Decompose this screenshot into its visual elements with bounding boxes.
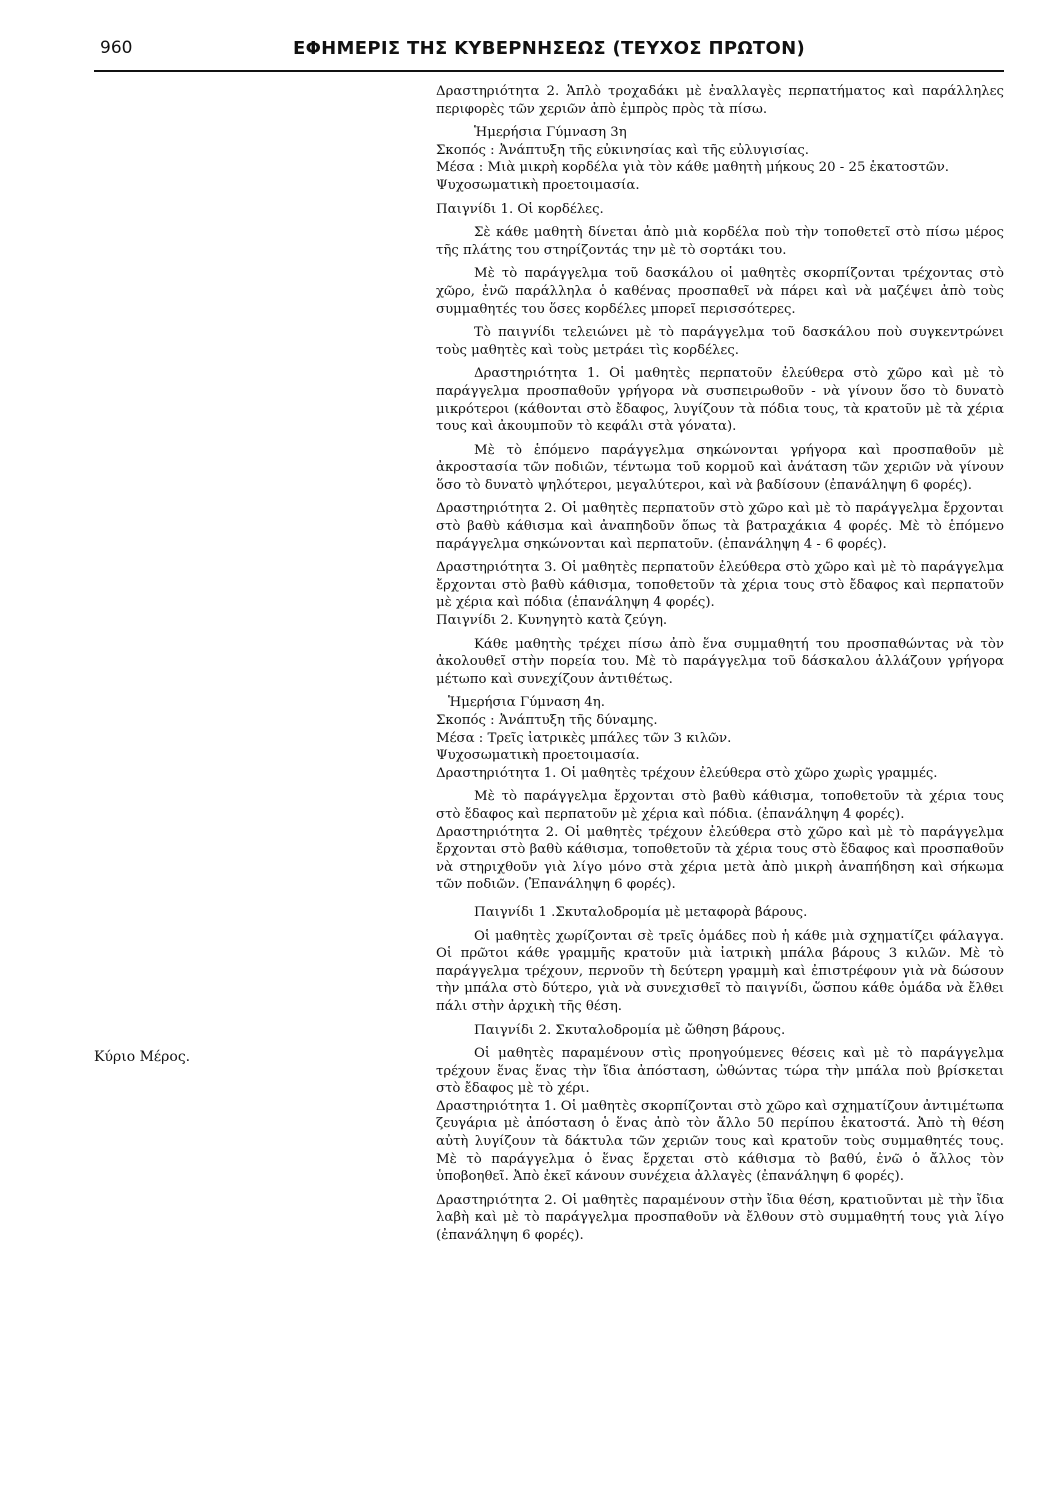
paragraph: Μέσα : Τρεῖς ἰατρικὲς μπάλες τῶν 3 κιλῶν.: [436, 730, 732, 746]
paragraph: Δραστηριότητα 3. Οἱ μαθητὲς περπατοῦν ἐλεύθερα στὸ χῶρο καὶ μὲ τὸ παράγγελμα ἔρχονται στὸ βαθὺ κάθισμα, τοποθετοῦν τὰ χέρια τους στὸ ἔδαφος καὶ περπατοῦν μὲ χέρια καὶ πόδια (ἐπανάληψη 4 φορές).: [436, 560, 1004, 611]
paragraph: Μὲ τὸ ἑπόμενο παράγγελμα σηκώνονται γρήγορα καὶ προσπαθοῦν μὲ ἀκροστασία τῶν ποδιῶν, τέντωμα τοῦ κορμοῦ καὶ ἀνάταση τῶν χεριῶν νὰ γίνουν ὅσο τὸ δυνατὸ ψηλότεροι, μεγαλύτεροι, καὶ νὰ βαδίσουν (ἐπανάληψη 6 φορές).: [436, 442, 1004, 493]
paragraph: Σκοπός : Ἀνάπτυξη τῆς δύναμης.: [436, 713, 658, 728]
paragraph: Παιγνίδι 2. Κυνηγητὸ κατὰ ζεύγη.: [436, 613, 668, 629]
paragraph: Ψυχοσωματικὴ προετοιμασία.: [436, 177, 640, 193]
paragraph: Μὲ τὸ παράγγελμα τοῦ δασκάλου οἱ μαθητὲς σκορπίζονται τρέχοντας στὸ χῶρο, ἐνῶ παράλληλα ὁ καθένας προσπαθεῖ νὰ πάρει καὶ νὰ μαζέψει ἀπὸ τοὺς συμμαθητές του ὅσες κορδέλες μπορεῖ περισσότερες.: [436, 266, 1004, 317]
paragraph: Δραστηριότητα 2. Ἁπλὸ τροχαδάκι μὲ ἐναλλαγὲς περπατήματος καὶ παράλληλες περιφορὲς τῶν χεριῶν ἀπὸ ἐμπρὸς πρὸς τὰ πίσω.: [436, 84, 1004, 117]
paragraph: Δραστηριότητα 2. Οἱ μαθητὲς παραμένουν στὴν ἴδια θέση, κρατιοῦνται μὲ τὴν ἴδια λαβὴ καὶ μὲ τὸ παράγγελμα προσπαθοῦν νὰ ἔλθουν στὸ συμμαθητή τους γιὰ λίγο (ἐπανάληψη 6 φορές).: [436, 1192, 1004, 1244]
section-heading: Ἡμερήσια Γύμναση 4η.: [448, 695, 605, 711]
paragraph: Δραστηριότητα 2. Οἱ μαθητὲς περπατοῦν στὸ χῶρο καὶ μὲ τὸ παράγγελμα ἔρχονται στὸ βαθὺ κάθισμα καὶ ἀναπηδοῦν ὅπως τὰ βατραχάκια 4 φορές. Μὲ τὸ ἑπόμενο παράγγελμα σηκώνονται καὶ περπατοῦν. (ἐπανάληψη 4 - 6 φορές).: [436, 501, 1004, 552]
text-column: [436, 83, 1004, 1251]
paragraph: Οἱ μαθητὲς παραμένουν στὶς προηγούμενες θέσεις καὶ μὲ τὸ παράγγελμα τρέχουν ἕνας ἕνας τὴν ἴδια ἀπόσταση, ὠθώντας τώρα τὴν μπάλα ποὺ βρίσκεται στὸ ἔδαφος μὲ τὸ χέρι.: [436, 1046, 1004, 1097]
paragraph: Παιγνίδι 1 .Σκυταλοδρομία μὲ μεταφορὰ βάρους.: [474, 904, 808, 920]
paragraph: Δραστηριότητα 1. Οἱ μαθητὲς τρέχουν ἐλεύθερα στὸ χῶρο χωρὶς γραμμές.: [436, 765, 938, 781]
section-label-main-part: Κύριο Μέρος.: [94, 1049, 191, 1065]
gazette-title: ΕΦΗΜΕΡΙΣ ΤΗΣ ΚΥΒΕΡΝΗΣΕΩΣ (ΤΕΥΧΟΣ ΠΡΩΤΟΝ): [292, 38, 805, 59]
paragraph: Ψυχοσωματικὴ προετοιμασία.: [436, 748, 640, 764]
paragraph: Δραστηριότητα 1. Οἱ μαθητὲς σκορπίζονται στὸ χῶρο καὶ σχηματίζουν ἀντιμέτωπα ζευγάρια μὲ ἀπόσταση ὁ ἕνας ἀπὸ τὸν ἄλλο 50 περίπου ἑκατοστά. Ἀπὸ τὴ θέση αὐτὴ λυγίζουν τὰ δάκτυλα τῶν χεριῶν τους καὶ κρατοῦν τοὺς συμμαθητές τους. Μὲ τὸ παράγγελμα ὁ ἕνας ἔρχεται στὸ κάθισμα τὸ βαθύ, ἐνῶ ὁ ἄλλος τὸν ὑποβοηθεῖ. Ἀπὸ ἐκεῖ κάνουν συνέχεια ἀλλαγὲς (ἐπανάληψη 6 φορές).: [436, 1098, 1004, 1185]
paragraph: Σὲ κάθε μαθητὴ δίνεται ἀπὸ μιὰ κορδέλα ποὺ τὴν τοποθετεῖ στὸ πίσω μέρος τῆς πλάτης του στηρίζοντάς την μὲ τὸ σορτάκι του.: [436, 225, 1004, 258]
paragraph: Μέσα : Μιὰ μικρὴ κορδέλα γιὰ τὸν κάθε μαθητὴ μήκους 20 - 25 ἑκατοστῶν.: [436, 160, 950, 176]
paragraph: Μὲ τὸ παράγγελμα ἔρχονται στὸ βαθὺ κάθισμα, τοποθετοῦν τὰ χέρια τους στὸ ἔδαφος καὶ περπατοῦν μὲ χέρια καὶ πόδια. (ἐπανάληψη 4 φορές).: [436, 789, 1004, 822]
paragraph: Δραστηριότητα 1. Οἱ μαθητὲς περπατοῦν ἐλεύθερα στὸ χῶρο καὶ μὲ τὸ παράγγελμα προσπαθοῦν γρήγορα νὰ συσπειρωθοῦν - νὰ γίνουν ὅσο τὸ δυνατὸ μικρότεροι (κάθονται στὸ ἔδαφος, λυγίζουν τὰ πόδια τους, τὰ κρατοῦν μὲ τὰ χέρια τους καὶ ἀκουμποῦν τὸ κεφάλι στὰ γόνατα).: [436, 366, 1004, 435]
paragraph: Οἱ μαθητὲς χωρίζονται σὲ τρεῖς ὁμάδες ποὺ ἡ κάθε μιὰ σχηματίζει φάλαγγα. Οἱ πρῶτοι κάθε γραμμῆς κρατοῦν μιὰ ἰατρικὴ μπάλα βάρους 3 κιλῶν. Μὲ τὸ παράγγελμα τρέχουν, περνοῦν τὴ δεύτερη γραμμὴ καὶ ἐπιστρέφουν γιὰ νὰ δώσουν τὴν μπάλα στὸ δύτερο, γιὰ νὰ συνεχισθεῖ τὸ παιγνίδι, ὥσπου κάθε ὁμάδα νὰ ἔλθει πάλι στὴν ἀρχικὴ τῆς θέση.: [436, 928, 1004, 1014]
paragraph: Σκοπός : Ἀνάπτυξη τῆς εὐκινησίας καὶ τῆς εὐλυγισίας.: [436, 142, 810, 158]
section-heading: Ἡμερήσια Γύμναση 3η: [474, 125, 627, 141]
paragraph: Παιγνίδι 1. Οἱ κορδέλες.: [436, 201, 604, 217]
paragraph: Τὸ παιγνίδι τελειώνει μὲ τὸ παράγγελμα τοῦ δασκάλου ποὺ συγκεντρώνει τοὺς μαθητὲς καὶ τοὺς μετράει τὶς κορδέλες.: [436, 325, 1004, 358]
paragraph: Παιγνίδι 2. Σκυταλοδρομία μὲ ὤθηση βάρους.: [474, 1022, 786, 1038]
page-header: [94, 30, 1004, 72]
page-number: 960: [100, 38, 133, 58]
paragraph: Κάθε μαθητὴς τρέχει πίσω ἀπὸ ἕνα συμμαθητή του προσπαθώντας νὰ τὸν ἀκολουθεῖ στὴν πορεία του. Μὲ τὸ παράγγελμα τοῦ δάσκαλου ἀλλάζουν γρήγορα μέτωπο καὶ συνεχίζουν ἀντιθέτως.: [436, 636, 1004, 687]
paragraph: Δραστηριότητα 2. Οἱ μαθητὲς τρέχουν ἐλεύθερα στὸ χῶρο καὶ μὲ τὸ παράγγελμα ἔρχονται στὸ βαθὺ κάθισμα, τοποθετοῦν τὰ χέρια τους στὸ ἔδαφος καὶ προσπαθοῦν νὰ στηριχθοῦν γιὰ λίγο μόνο στὰ χέρια μετὰ ἀπὸ μικρὴ ἀναπήδηση καὶ σήκωμα τῶν ποδιῶν. (Ἐπανάληψη 6 φορές).: [436, 824, 1004, 893]
